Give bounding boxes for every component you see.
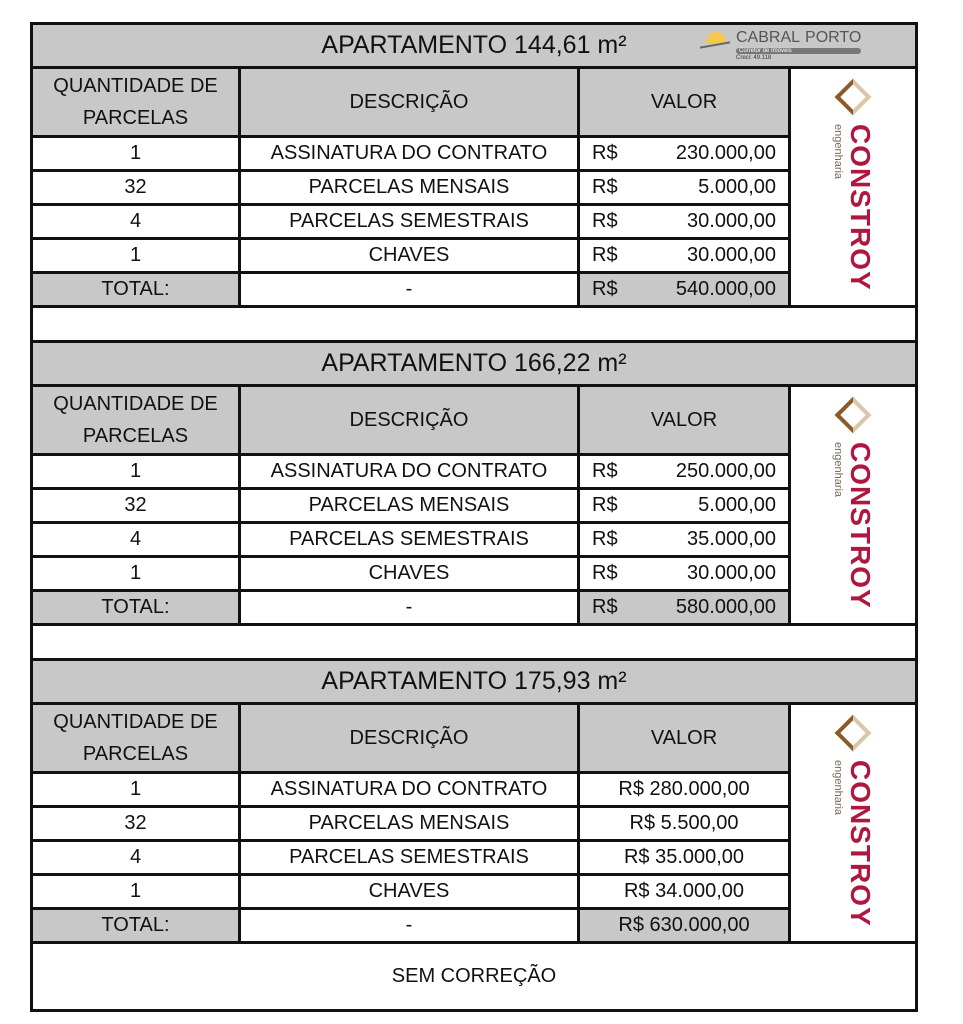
brand-name: CONSTROY xyxy=(845,441,876,609)
currency: R$ xyxy=(592,528,618,550)
constroy-logo xyxy=(791,387,915,626)
brand-sub: engenharia xyxy=(832,759,844,815)
description-cell: PARCELAS SEMESTRAIS xyxy=(241,524,580,558)
amount: 5.000,00 xyxy=(698,176,776,198)
header-description: DESCRIÇÃO xyxy=(241,69,580,138)
currency: R$ xyxy=(592,460,618,482)
amount: 250.000,00 xyxy=(675,460,776,482)
quantity-cell: 32 xyxy=(33,808,241,842)
quantity-cell: 1 xyxy=(33,456,241,490)
quantity-cell: 1 xyxy=(33,774,241,808)
section-grid xyxy=(33,69,915,308)
header-description: DESCRIÇÃO xyxy=(241,387,580,456)
currency: R$ xyxy=(592,562,618,584)
header-quantity: QUANTIDADE DE PARCELAS xyxy=(33,387,241,456)
constroy-logo-inner xyxy=(832,720,874,927)
header-quantity: QUANTIDADE DE PARCELAS xyxy=(33,69,241,138)
description-cell: PARCELAS SEMESTRAIS xyxy=(241,842,580,876)
value-cell xyxy=(580,274,791,308)
header-value: VALOR xyxy=(580,69,791,138)
section-grid xyxy=(33,387,915,626)
total-description: - xyxy=(241,274,580,308)
description-cell: PARCELAS MENSAIS xyxy=(241,808,580,842)
section-title: APARTAMENTO 166,22 m² xyxy=(33,343,915,387)
value-cell xyxy=(580,774,791,808)
header-value: VALOR xyxy=(580,705,791,774)
value-cell xyxy=(580,172,791,206)
quantity-cell: 1 xyxy=(33,876,241,910)
quantity-cell: 4 xyxy=(33,842,241,876)
cabral-porto-watermark xyxy=(700,27,910,63)
value-cell xyxy=(580,206,791,240)
quantity-cell: 1 xyxy=(33,138,241,172)
section-grid xyxy=(33,705,915,944)
total-description: - xyxy=(241,592,580,626)
apartment-section xyxy=(33,661,915,944)
watermark-names xyxy=(736,30,861,46)
currency: R$ xyxy=(618,914,644,936)
constroy-logo xyxy=(791,705,915,944)
section-title: APARTAMENTO 175,93 m² xyxy=(33,661,915,705)
constroy-logo-inner xyxy=(832,402,874,609)
header-value: VALOR xyxy=(580,387,791,456)
brand xyxy=(832,760,874,927)
currency: R$ xyxy=(623,846,650,868)
currency: R$ xyxy=(592,494,618,516)
watermark-text xyxy=(736,30,861,61)
value-cell xyxy=(580,558,791,592)
value-cell xyxy=(580,876,791,910)
spacer-row xyxy=(33,308,915,343)
footer-note: SEM CORREÇÃO xyxy=(391,965,557,987)
constroy-logo-inner xyxy=(832,84,874,291)
amount: 34.000,00 xyxy=(655,880,745,902)
diamond-icon xyxy=(835,396,872,433)
description-cell: CHAVES xyxy=(241,876,580,910)
value-cell xyxy=(580,910,791,944)
section-title: APARTAMENTO 144,61 m² xyxy=(33,25,915,69)
total-label: TOTAL: xyxy=(33,592,241,626)
amount: 30.000,00 xyxy=(687,562,776,584)
value-cell xyxy=(580,456,791,490)
total-label: TOTAL: xyxy=(33,910,241,944)
brand-sub: engenharia xyxy=(832,123,844,179)
currency: R$ xyxy=(592,244,618,266)
amount: 30.000,00 xyxy=(687,244,776,266)
currency: R$ xyxy=(623,880,650,902)
description-cell: ASSINATURA DO CONTRATO xyxy=(241,774,580,808)
value-cell xyxy=(580,592,791,626)
total-label: TOTAL: xyxy=(33,274,241,308)
apartment-section xyxy=(33,25,915,343)
description-cell: PARCELAS MENSAIS xyxy=(241,490,580,524)
brand-name: CONSTROY xyxy=(845,123,876,291)
header-description: DESCRIÇÃO xyxy=(241,705,580,774)
brand-name: CONSTROY xyxy=(845,759,876,927)
description-cell: CHAVES xyxy=(241,240,580,274)
value-cell xyxy=(580,524,791,558)
watermark-tagline: Corretor de Imóveis xyxy=(736,48,861,54)
watermark-creci: Creci: 49.118 xyxy=(736,54,772,61)
currency: R$ xyxy=(592,176,618,198)
watermark-line1: CABRAL xyxy=(736,28,801,46)
currency: R$ xyxy=(592,596,618,618)
diamond-icon xyxy=(835,78,872,115)
payment-table xyxy=(30,22,918,1012)
currency: R$ xyxy=(629,812,656,834)
apartment-section xyxy=(33,343,915,661)
value-cell xyxy=(580,808,791,842)
amount: 280.000,00 xyxy=(649,778,750,800)
currency: R$ xyxy=(592,142,618,164)
amount: 30.000,00 xyxy=(687,210,776,232)
brand-sub: engenharia xyxy=(832,441,844,497)
quantity-cell: 1 xyxy=(33,558,241,592)
quantity-cell: 1 xyxy=(33,240,241,274)
description-cell: ASSINATURA DO CONTRATO xyxy=(241,138,580,172)
value-cell xyxy=(580,842,791,876)
description-cell: PARCELAS MENSAIS xyxy=(241,172,580,206)
value-cell xyxy=(580,240,791,274)
amount: 35.000,00 xyxy=(687,528,776,550)
description-cell: PARCELAS SEMESTRAIS xyxy=(241,206,580,240)
quantity-cell: 4 xyxy=(33,206,241,240)
diamond-icon xyxy=(835,714,872,751)
quantity-cell: 32 xyxy=(33,172,241,206)
quantity-cell: 32 xyxy=(33,490,241,524)
total-description: - xyxy=(241,910,580,944)
currency: R$ xyxy=(618,778,644,800)
value-cell xyxy=(580,490,791,524)
quantity-cell: 4 xyxy=(33,524,241,558)
amount: 230.000,00 xyxy=(675,142,776,164)
value-cell xyxy=(580,138,791,172)
description-cell: CHAVES xyxy=(241,558,580,592)
watermark-line2: PORTO xyxy=(805,28,862,46)
header-quantity: QUANTIDADE DE PARCELAS xyxy=(33,705,241,774)
spacer-row xyxy=(33,626,915,661)
brand xyxy=(832,442,874,609)
brand xyxy=(832,124,874,291)
amount: 540.000,00 xyxy=(675,278,776,300)
amount: 630.000,00 xyxy=(649,914,750,936)
cabral-porto-mark xyxy=(700,30,730,60)
amount: 35.000,00 xyxy=(655,846,745,868)
amount: 5.500,00 xyxy=(660,812,739,834)
constroy-logo xyxy=(791,69,915,308)
amount: 5.000,00 xyxy=(698,494,776,516)
description-cell: ASSINATURA DO CONTRATO xyxy=(241,456,580,490)
roof-icon xyxy=(700,41,730,56)
currency: R$ xyxy=(592,278,618,300)
currency: R$ xyxy=(592,210,618,232)
amount: 580.000,00 xyxy=(675,596,776,618)
